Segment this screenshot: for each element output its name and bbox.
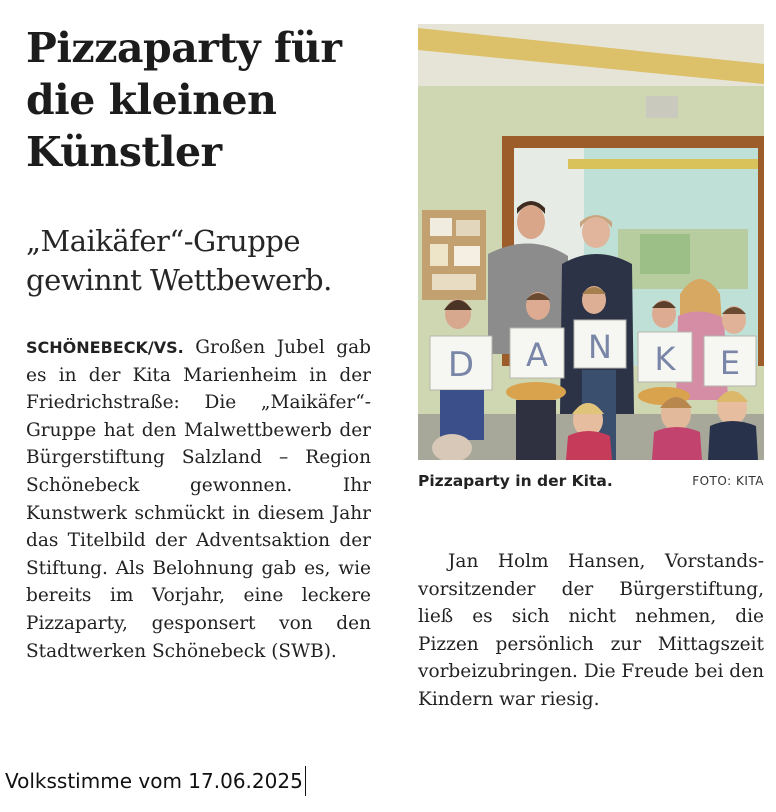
subheadline-line: „Maikäfer“-Gruppe [26,224,301,258]
source-footer: Volksstimme vom 17.06.2025 [5,766,306,796]
sign-letter: D [447,345,475,385]
article-column-left [26,334,371,665]
article-body-text: Großen Jubel gab es in der Kita Marienheim in der Friedrichstraße: Die „Maikäfer“-Gruppe hat den Malwettbewerb der Bürgerstiftung Salzland – Region Schönebeck gewonnen. Ihr Kunstwerk schmückt in diesem Jahr das Titelbild der Adventsaktion der Stiftung. Als Belohnung gab es, wie bereits im Vorjahr, eine leckere Pizzaparty, gesponsert von den Stadtwerken Schönebeck (SWB). [26,337,371,662]
sign-letter: K [654,340,676,378]
sign-letter: E [719,344,741,382]
headline-line: Künstler [26,128,222,176]
photo-credit: FOTO: KITA [692,474,764,488]
article-column-right: Jan Holm Hansen, Vorstandsvorsitzender der Bürgerstiftung, ließ es sich nicht nehmen, die Pizzen persönlich zur Mittagszeit vorbeizubringen. Die Freude bei den Kindern war riesig. [418,551,764,710]
dateline: SCHÖNEBECK/VS. [26,338,184,357]
sign-letter: A [526,336,548,374]
article-photo [418,24,764,460]
subheadline-line: gewinnt Wettbewerb. [26,263,332,297]
headline [26,22,396,178]
photo-illustration [418,24,764,460]
headline-line: Pizzaparty für [26,24,342,72]
subheadline [26,222,396,300]
sign-letter: N [588,328,612,366]
headline-line: die kleinen [26,76,277,124]
photo-caption [418,472,764,494]
caption-text: Pizzaparty in der Kita. [418,472,613,490]
